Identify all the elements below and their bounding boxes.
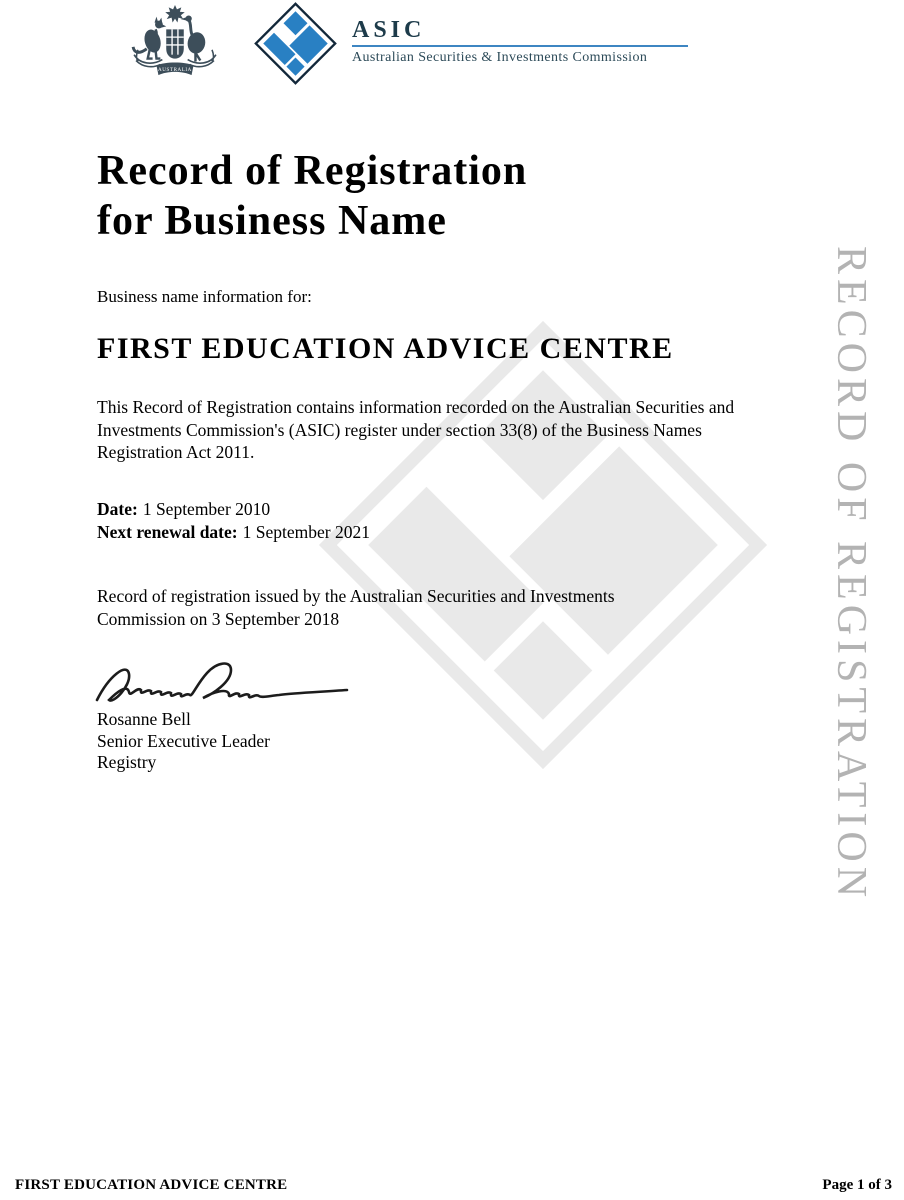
coat-of-arms-icon [126, 4, 224, 80]
asic-subtitle: Australian Securities & Investments Commission [352, 50, 648, 65]
signatory-name: Rosanne Bell [97, 709, 191, 729]
date-label: Date: [97, 499, 138, 519]
asic-masthead [352, 18, 692, 66]
coat-of-arms-banner-text: AUSTRALIA [158, 67, 192, 74]
signature-block [97, 709, 270, 774]
business-name-intro-label: Business name information for: [97, 287, 312, 306]
asic-divider-line [352, 45, 688, 47]
business-name: FIRST EDUCATION ADVICE CENTRE [97, 332, 674, 365]
date-value: 1 September 2010 [142, 499, 271, 519]
asic-diamond-logo-icon [253, 2, 338, 85]
asic-wordmark: ASIC [352, 17, 426, 43]
signatory-title: Senior Executive Leader [97, 730, 270, 751]
registration-paragraph: This Record of Registration contains information recorded on the Australian Securities and Investments Commission's (ASIC) register under section 33(8) of the Business Names Registration Act 2011. [97, 397, 735, 462]
page-title [97, 146, 527, 246]
registration-dates [97, 498, 370, 543]
footer-business-name: FIRST EDUCATION ADVICE CENTRE [15, 1177, 288, 1193]
renewal-label: Next renewal date: [97, 521, 238, 542]
renewal-value: 1 September 2021 [242, 521, 370, 542]
signature-image [88, 650, 360, 712]
renewal-row [97, 521, 370, 544]
page-title-line2: for Business Name [97, 198, 447, 244]
footer-page-number: Page 1 of 3 [822, 1177, 892, 1193]
page-title-line1: Record of Registration [97, 148, 528, 194]
issued-paragraph: Record of registration issued by the Australian Securities and Investments Commission on 3 September 2018 [97, 586, 615, 629]
watermark-asic-diamond-icon [318, 320, 768, 770]
side-watermark-text: RECORD OF REGISTRATION [828, 246, 874, 903]
signatory-department: Registry [97, 752, 157, 772]
date-row [97, 498, 370, 521]
